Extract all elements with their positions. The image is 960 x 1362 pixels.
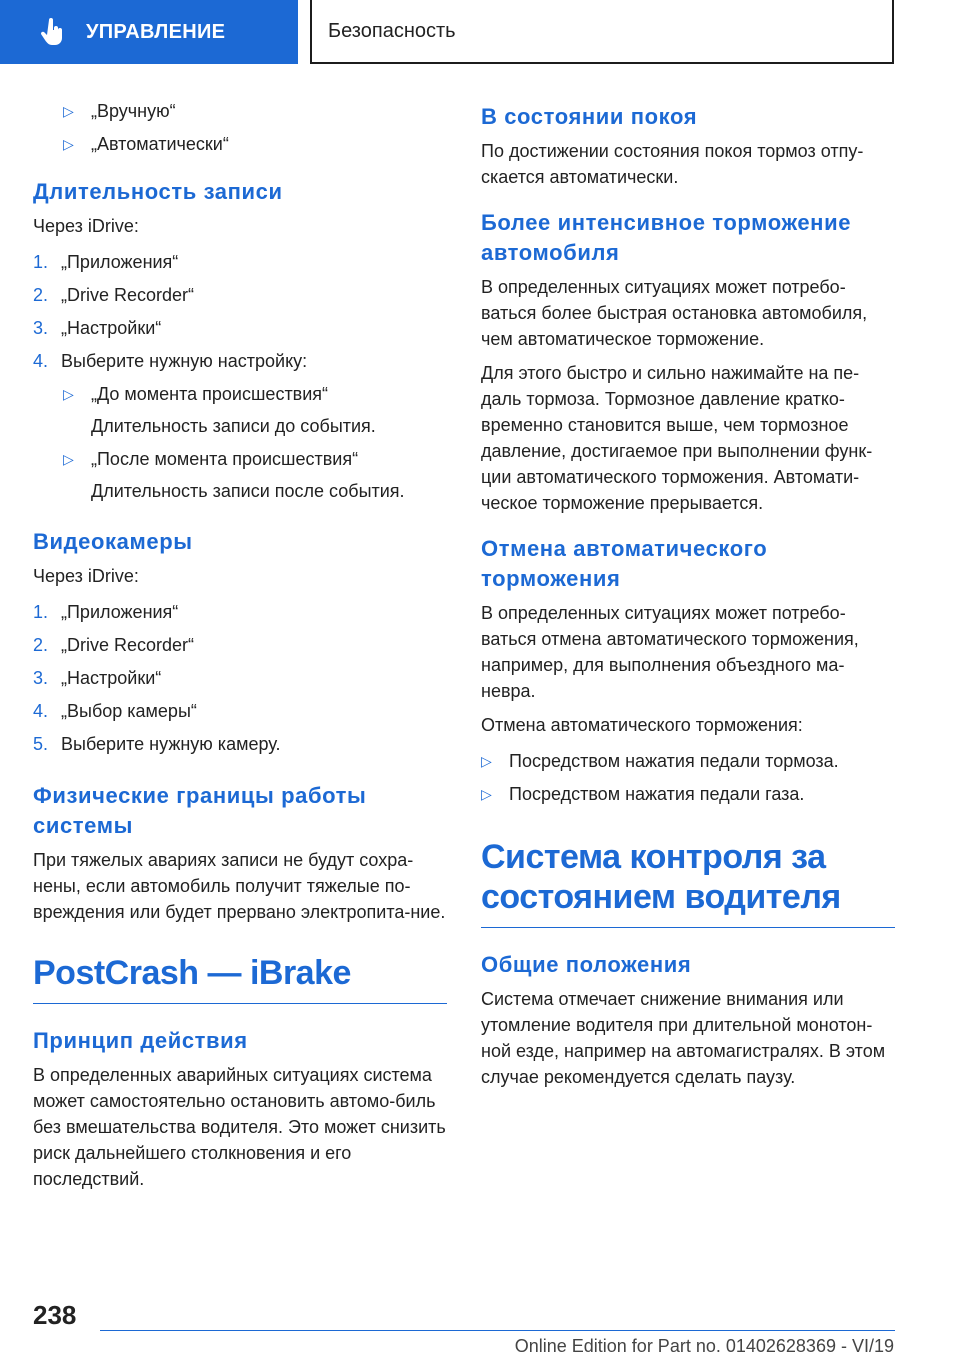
paragraph: В определенных аварийных ситуациях система может самостоятельно остановить автомо-биль без вмешательства водителя. Это может снизить риск дальнейшего столкновения и его последствий. — [33, 1065, 446, 1189]
triangle-bullet-icon: ▷ — [481, 753, 492, 769]
paragraph: Для этого быстро и сильно нажимайте на пе-даль тормоза. Тормозное давление кратко-временно становится выше, чем тормозное давление, достигаемое при выполнении функ-ции автоматического торможения. Автомати-ческое торможение прерывается. — [481, 363, 873, 513]
section-heading: В состоянии покоя — [481, 104, 698, 129]
list-item: 3. „Настройки“ — [33, 318, 162, 338]
section-heading: Принцип действия — [33, 1028, 248, 1053]
triangle-bullet-icon: ▷ — [63, 103, 74, 119]
paragraph: При тяжелых авариях записи не будут сохра-нены, если автомобиль получит тяжелые по-вреждения или будет прервано электропита-ние. — [33, 850, 446, 922]
paragraph: По достижении состояния покоя тормоз отпу-скается автоматически. — [481, 141, 864, 187]
list-item: 4. „Выбор камеры“ — [33, 701, 197, 721]
chapter-tab[interactable] — [0, 0, 298, 64]
triangle-bullet-icon: ▷ — [63, 136, 74, 152]
left-column — [33, 96, 447, 1200]
paragraph: В определенных ситуациях может потребо-ваться более быстрая остановка автомобиля, чем автоматическое торможение. — [481, 277, 868, 349]
hand-pointer-icon — [38, 17, 68, 47]
chapter-heading: PostCrash — iBrake — [33, 953, 447, 1004]
section-heading: Длительность записи — [33, 179, 283, 204]
triangle-bullet-icon: ▷ — [63, 386, 74, 402]
chapter-label: УПРАВЛЕНИЕ — [86, 20, 226, 43]
list-item: 1. „Приложения“ — [33, 602, 179, 622]
paragraph: Система отмечает снижение внимания или утомление водителя при длительной монотон-ной езде, например на автомагистралях. В этом случае рекомендуется сделать паузу. — [481, 989, 886, 1087]
edition-note: Online Edition for Part no. 01402628369 - VI/19 — [514, 1336, 894, 1356]
list-item: 4. Выберите нужную настройку: — [33, 351, 308, 371]
triangle-bullet-icon: ▷ — [481, 786, 492, 802]
list-item: 2. „Drive Recorder“ — [33, 285, 195, 305]
right-column — [481, 96, 895, 1098]
paragraph: Отмена автоматического торможения: — [481, 715, 803, 735]
section-title: Безопасность — [310, 0, 894, 64]
option-description: Длительность записи до события. — [91, 416, 376, 436]
section-heading: Физические границы работы системы — [33, 783, 367, 838]
triangle-bullet-icon: ▷ — [63, 451, 74, 467]
list-item: ▷ Посредством нажатия педали тормоза. — [481, 746, 895, 776]
section-heading: Видеокамеры — [33, 529, 193, 554]
paragraph: Через iDrive: — [33, 566, 139, 586]
list-item: 3. „Настройки“ — [33, 668, 162, 688]
list-item: ▷ „После момента происшествия“ — [33, 444, 447, 474]
paragraph: В определенных ситуациях может потребо-ваться отмена автоматического торможения, например, для выполнения объездного ма-невра. — [481, 603, 859, 701]
section-heading: Более интенсивное торможение автомобиля — [481, 210, 852, 265]
list-item: ▷ „Вручную“ — [33, 96, 447, 126]
section-heading: Общие положения — [481, 952, 692, 977]
section-heading: Отмена автоматического торможения — [481, 536, 768, 591]
list-item: 1. „Приложения“ — [33, 252, 179, 272]
list-item: ▷ „Автоматически“ — [33, 129, 447, 159]
list-item: 5. Выберите нужную камеру. — [33, 734, 281, 754]
footer-divider — [100, 1330, 895, 1331]
list-item: ▷ Посредством нажатия педали газа. — [481, 779, 895, 809]
list-item: 2. „Drive Recorder“ — [33, 635, 195, 655]
chapter-heading: Система контроля за состоянием водителя — [481, 837, 895, 928]
page-number: 238 — [33, 1300, 77, 1330]
option-description: Длительность записи после события. — [91, 481, 405, 501]
list-item: ▷ „До момента происшествия“ — [33, 379, 447, 409]
paragraph: Через iDrive: — [33, 216, 139, 236]
